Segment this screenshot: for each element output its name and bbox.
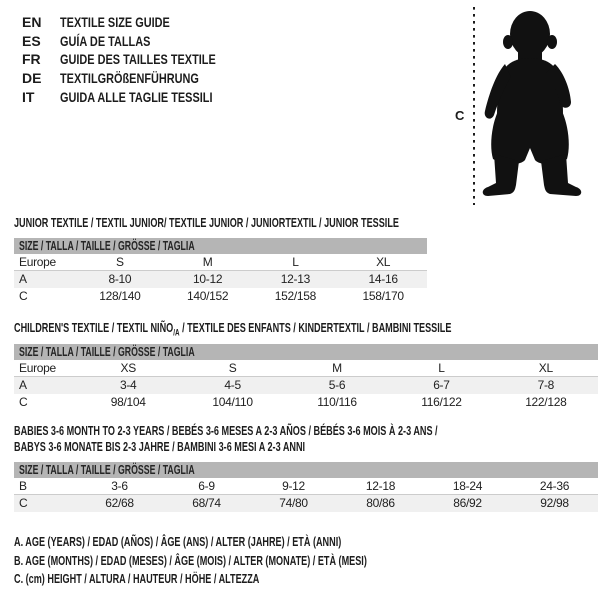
row-label: Europe xyxy=(19,361,56,375)
section-title-children: CHILDREN'S TEXTILE / TEXTIL $NIÑO_{/A}$ / TEXTILE DES ENFANTS / KINDERTEXTIL / BAMBINI TESSILE xyxy=(14,320,452,338)
table-cell: 9-12 xyxy=(282,479,305,493)
language-code: FR xyxy=(22,51,41,68)
language-title: TEXTILE SIZE GUIDE xyxy=(60,14,170,31)
size-header-bar: SIZE / TALLA / TAILLE / GRÖSSE / TAGLIA xyxy=(14,462,598,478)
table-cell: 86/92 xyxy=(453,496,482,510)
language-code: EN xyxy=(22,14,42,31)
table-cell: 158/170 xyxy=(362,289,404,303)
table-cell: 6-7 xyxy=(433,378,450,392)
table-cell: 80/86 xyxy=(366,496,395,510)
footnote-a: A. AGE (YEARS) / EDAD (AÑOS) / ÂGE (ANS) / ALTER (JAHRE) / ETÀ (ANNI) xyxy=(14,534,342,549)
table-row xyxy=(14,377,598,394)
table-cell: 140/152 xyxy=(186,289,229,303)
table-row xyxy=(14,288,427,305)
section-title-junior: JUNIOR TEXTILE / TEXTIL JUNIOR/ TEXTILE JUNIOR / JUNIORTEXTIL / JUNIOR TESSILE xyxy=(14,215,399,230)
babies-size-table xyxy=(14,462,598,512)
table-cell: XL xyxy=(376,255,391,269)
table-cell: 152/158 xyxy=(274,289,317,303)
table-cell: S xyxy=(228,361,237,375)
section-title-babies-line1: BABIES 3-6 MONTH TO 2-3 YEARS / BEBÉS 3-6 MESES A 2-3 AÑOS / BÉBÉS 3-6 MOIS À 2-3 ANS / xyxy=(14,423,438,438)
table-cell: 104/110 xyxy=(212,395,253,409)
table-cell: 3-6 xyxy=(111,479,128,493)
table-cell: 24-36 xyxy=(539,479,570,493)
table-cell: XS xyxy=(120,361,136,375)
footnote-b: B. AGE (MONTHS) / EDAD (MESES) / ÂGE (MOIS) / ALTER (MONATE) / ETÀ (MESI) xyxy=(14,552,367,568)
section-title-babies-line2: BABYS 3-6 MONATE BIS 2-3 JAHRE / BAMBINI 3-6 MESI A 2-3 ANNI xyxy=(14,439,306,454)
table-cell: 128/140 xyxy=(99,289,141,303)
row-label: C xyxy=(19,395,28,409)
toddler-silhouette-icon xyxy=(458,4,600,208)
table-cell: M xyxy=(202,255,213,269)
table-cell: 98/104 xyxy=(110,395,146,409)
table-row xyxy=(14,478,598,495)
language-row xyxy=(22,50,260,69)
table-cell: 68/74 xyxy=(192,496,221,510)
table-row xyxy=(14,360,598,377)
table-cell: 8-10 xyxy=(108,272,132,286)
language-row xyxy=(22,69,260,88)
table-cell: 5-6 xyxy=(328,378,346,392)
table-cell: L xyxy=(438,361,445,375)
language-title: TEXTILGRÖßENFÜHRUNG xyxy=(60,70,199,87)
table-cell: 6-9 xyxy=(198,479,215,493)
size-header-bar: SIZE / TALLA / TAILLE / GRÖSSE / TAGLIA xyxy=(14,238,427,254)
footnote-c: C. (cm) HEIGHT / ALTURA / HAUTEUR / HÖHE / ALTEZZA xyxy=(14,571,260,586)
row-label: Europe xyxy=(19,255,56,269)
table-cell: M xyxy=(332,361,342,375)
language-row xyxy=(22,13,260,32)
language-code: IT xyxy=(22,88,35,105)
row-label: A xyxy=(19,272,27,286)
table-cell: XL xyxy=(538,361,553,375)
table-cell: 122/128 xyxy=(525,395,567,409)
table-row xyxy=(14,394,598,411)
height-measure-label: C xyxy=(455,108,465,123)
table-cell: 92/98 xyxy=(540,496,569,510)
language-code: ES xyxy=(22,32,41,49)
language-code: DE xyxy=(22,70,42,87)
table-cell: L xyxy=(292,255,299,269)
table-cell: 12-18 xyxy=(365,479,396,493)
table-cell: 3-4 xyxy=(119,378,137,392)
table-cell: 4-5 xyxy=(224,378,241,392)
language-title: GUÍA DE TALLAS xyxy=(60,32,151,49)
subscript-a: /A xyxy=(173,327,180,338)
children-size-table xyxy=(14,344,598,411)
row-label: B xyxy=(19,479,27,493)
table-cell: 14-16 xyxy=(368,272,398,286)
table-cell: 62/68 xyxy=(105,496,134,510)
row-label: C xyxy=(19,289,28,303)
table-cell: 12-13 xyxy=(280,272,310,286)
table-row xyxy=(14,495,598,512)
table-cell: 7-8 xyxy=(537,378,555,392)
language-row xyxy=(22,32,260,51)
language-title: GUIDE DES TAILLES TEXTILE xyxy=(60,51,216,68)
footnotes xyxy=(14,533,518,589)
table-row xyxy=(14,254,427,271)
language-row xyxy=(22,87,260,106)
table-cell: 110/116 xyxy=(317,395,357,409)
row-label: A xyxy=(19,378,27,392)
table-cell: 116/122 xyxy=(421,395,462,409)
table-cell: 74/80 xyxy=(279,496,308,510)
toddler-silhouette-shape xyxy=(483,11,582,196)
size-header-bar: SIZE / TALLA / TAILLE / GRÖSSE / TAGLIA xyxy=(14,344,598,360)
table-cell: S xyxy=(116,255,124,269)
table-row xyxy=(14,271,427,288)
table-cell: 18-24 xyxy=(452,479,483,493)
language-title: GUIDA ALLE TAGLIE TESSILI xyxy=(60,88,213,105)
language-list xyxy=(22,13,260,106)
row-label: C xyxy=(19,496,28,510)
junior-size-table xyxy=(14,238,427,305)
table-cell: 10-12 xyxy=(193,272,223,286)
